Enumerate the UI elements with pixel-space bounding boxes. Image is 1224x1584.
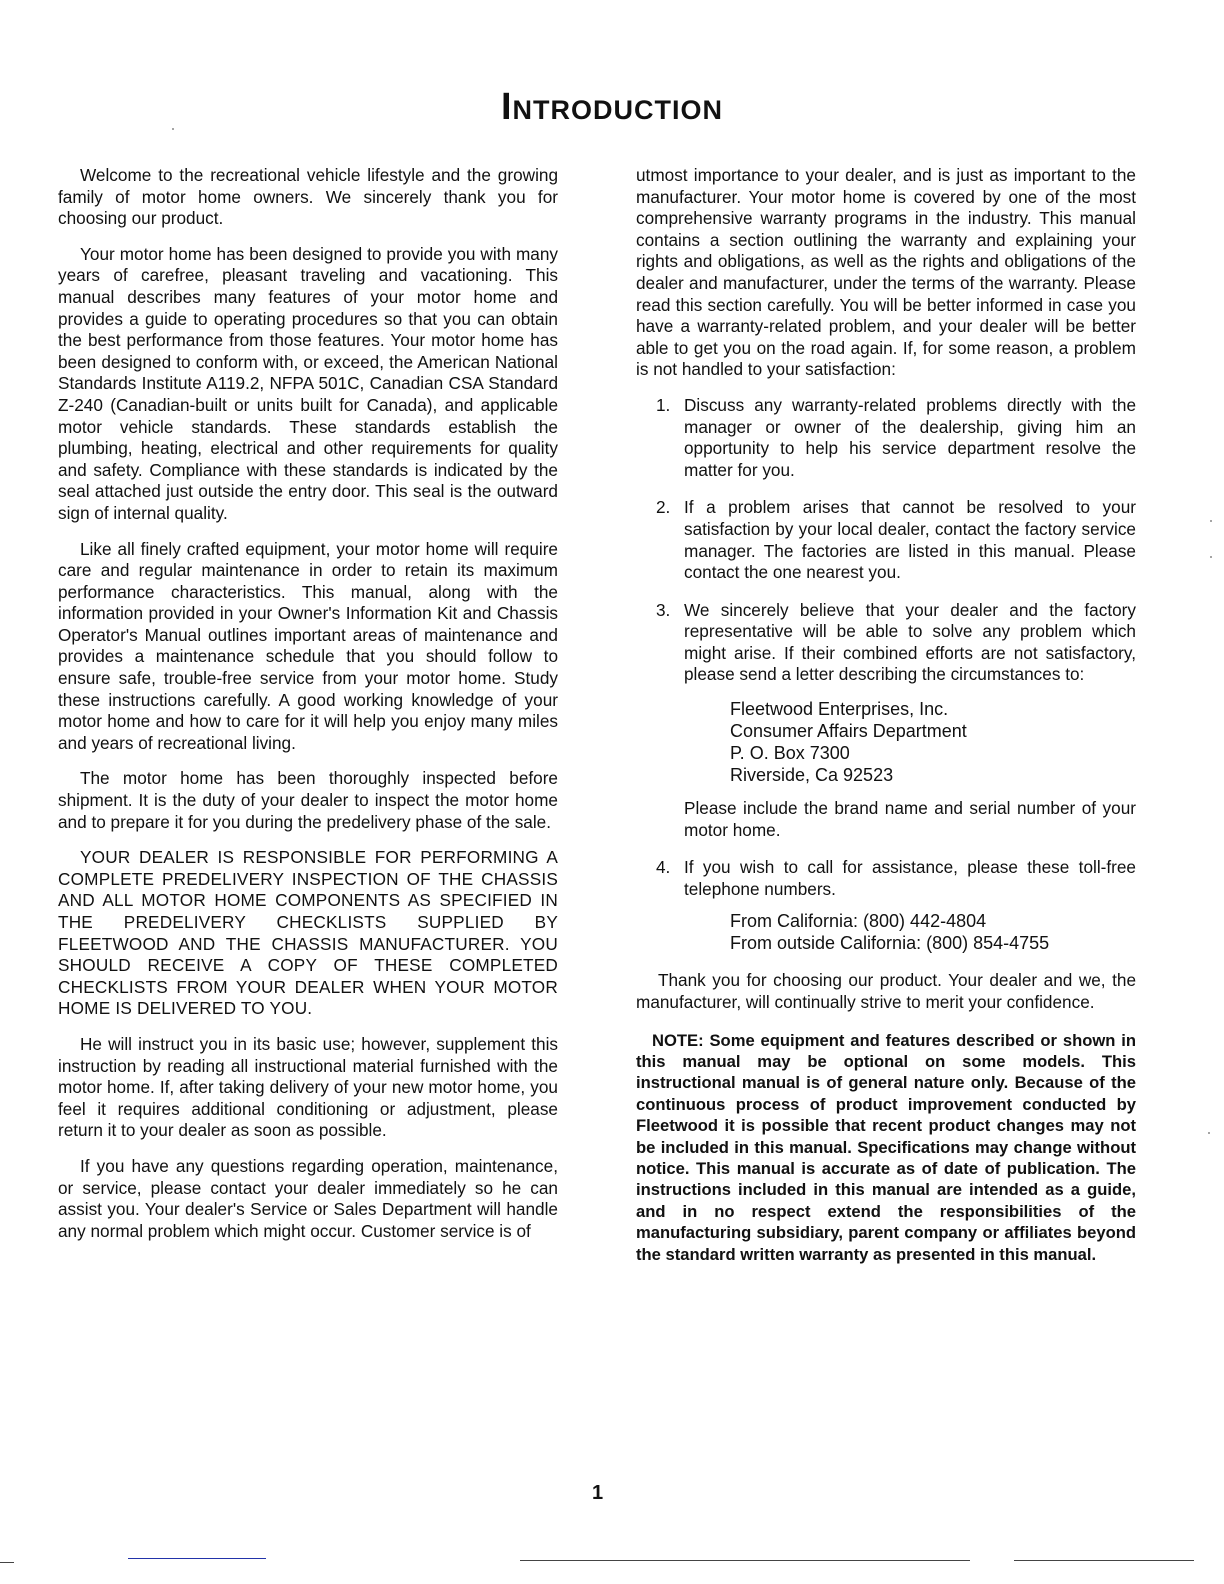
list-item (636, 600, 1136, 842)
list-item (636, 395, 1136, 481)
note-paragraph: NOTE: Some equipment and features described or shown in this manual may be optional on some models. This instructional manual is of general nature only. Because of the continuous process of product improvement conducted by Fleetwood it is possible that recent product changes may not be included in this manual. Specifications may change without notice. This manual is accurate as of date of publication. The instructions included in this manual are intended as a guide, and in no respect extend the responsibilities of the manufacturing subsidiary, parent company or affiliates beyond the standard written warranty as presented in this manual. (636, 1030, 1136, 1264)
list-number: 4. (656, 857, 671, 878)
list-item (636, 497, 1136, 583)
right-column (636, 165, 1136, 1282)
steps-list (636, 395, 1136, 955)
bottom-rule (0, 1562, 14, 1563)
address-note: Please include the brand name and serial number of your motor home. (684, 798, 1136, 840)
list-number: 1. (656, 394, 671, 415)
page-title: Introduction (500, 86, 724, 128)
design-paragraph: Your motor home has been designed to provide you with many years of carefree, pleasant traveling and vacationing. This manual describes many features of your motor home and provides a guide to operating procedures so that you can obtain the best performance from those features. Your motor home has been designed to conform with, or exceed, the American National Standards Institute A119.2, NFPA 501C, Canadian CSA Standard Z-240 (Canadian-built or units built for Canada), and applicable motor vehicle standards. These standards establish the plumbing, heating, electrical and other requirements for quality and safety. Compliance with these standards is indicated by the seal attached just outside the entry door. This seal is the outward sign of internal quality. (58, 243, 558, 523)
bottom-rule (128, 1558, 266, 1559)
phone-line: From California: (800) 442-4804 (730, 911, 987, 932)
thanks-paragraph: Thank you for choosing our product. Your dealer and we, the manufacturer, will continually strive to merit your confidence. (636, 970, 1136, 1013)
address-line: P. O. Box 7300 (730, 743, 850, 764)
scan-speck (172, 128, 174, 130)
page-number: 1 (592, 1482, 604, 1504)
list-text: If you wish to call for assistance, please these toll-free telephone numbers. (684, 857, 1136, 899)
bottom-rule (520, 1560, 970, 1561)
dealer-responsibility-paragraph: YOUR DEALER IS RESPONSIBLE FOR PERFORMING A COMPLETE PREDELIVERY INSPECTION OF THE CHASSIS AND ALL MOTOR HOME COMPONENTS AS SPECIFIED IN THE PREDELIVERY CHECKLISTS SUPPLIED BY FLEETWOOD AND THE CHASSIS MANUFACTURER. YOU SHOULD RECEIVE A COPY OF THESE COMPLETED CHECKLISTS FROM YOUR DEALER WHEN YOUR MOTOR HOME IS DELIVERED TO YOU. (58, 847, 558, 1019)
list-text: Discuss any warranty-related problems directly with the manager or owner of the dealership, giving him an opportunity to help his service department resolve the matter for you. (684, 394, 1136, 480)
maintenance-paragraph: Like all finely crafted equipment, your motor home will require care and regular maintenance in order to retain its maximum performance characteristics. This manual, along with the information provided in your Owner's Information Kit and Chassis Operator's Manual outlines important areas of maintenance and provides a maintenance schedule that you should follow to ensure safe, trouble-free service from your motor home. Study these instructions carefully. A good working knowledge of your motor home and how to care for it will help you enjoy many miles and years of recreational living. (58, 538, 558, 753)
warranty-paragraph: utmost importance to your dealer, and is just as important to the manufacturer. Your motor home is covered by one of the most comprehensive warranty programs in the industry. This manual contains a section outlining the warranty and explaining your rights and obligations, as well as the rights and obligations of the dealer and manufacturer, under the terms of the warranty. Please read this section carefully. You will be better informed in case you have a warranty-related problem, and your dealer will be better able to get you on the road again. If, for some reason, a problem is not handled to your satisfaction: (636, 165, 1136, 380)
address-line: Consumer Affairs Department (730, 721, 967, 742)
list-number: 2. (656, 497, 671, 518)
instruction-paragraph: He will instruct you in its basic use; however, supplement this instruction by reading all instructional material furnished with the motor home. If, after taking delivery of your new motor home, you feel it requires additional conditioning or adjustment, please return it to your dealer as soon as possible. (58, 1033, 558, 1141)
left-column (58, 165, 558, 1256)
list-text: We sincerely believe that your dealer and the factory representative will be able to solve any problem which might arise. If their combined efforts are not satisfactory, please send a letter describing the circumstances to: (684, 599, 1136, 685)
address-line: Riverside, Ca 92523 (730, 765, 894, 786)
scan-speck (1210, 520, 1212, 522)
questions-paragraph: If you have any questions regarding operation, maintenance, or service, please contact your dealer immediately so he can assist you. Your dealer's Service or Sales Department will handle any normal problem which might occur. Customer service is of (58, 1155, 558, 1241)
mailing-address (730, 698, 1136, 786)
phone-numbers (730, 910, 1136, 954)
list-number: 3. (656, 599, 671, 620)
scan-speck (1208, 1132, 1210, 1134)
bottom-rule (1014, 1560, 1194, 1561)
scan-speck (1210, 556, 1212, 558)
inspection-paragraph: The motor home has been thoroughly inspected before shipment. It is the duty of your dealer to inspect the motor home and to prepare it for you during the predelivery phase of the sale. (58, 768, 558, 832)
phone-line: From outside California: (800) 854-4755 (730, 933, 1050, 954)
list-text: If a problem arises that cannot be resolved to your satisfaction by your local dealer, contact the factory service manager. The factories are listed in this manual. Please contact the one nearest you. (684, 497, 1136, 583)
welcome-paragraph: Welcome to the recreational vehicle lifestyle and the growing family of motor home owners. We sincerely thank you for choosing our product. (58, 165, 558, 229)
list-item (636, 857, 1136, 954)
address-line: Fleetwood Enterprises, Inc. (730, 699, 949, 720)
